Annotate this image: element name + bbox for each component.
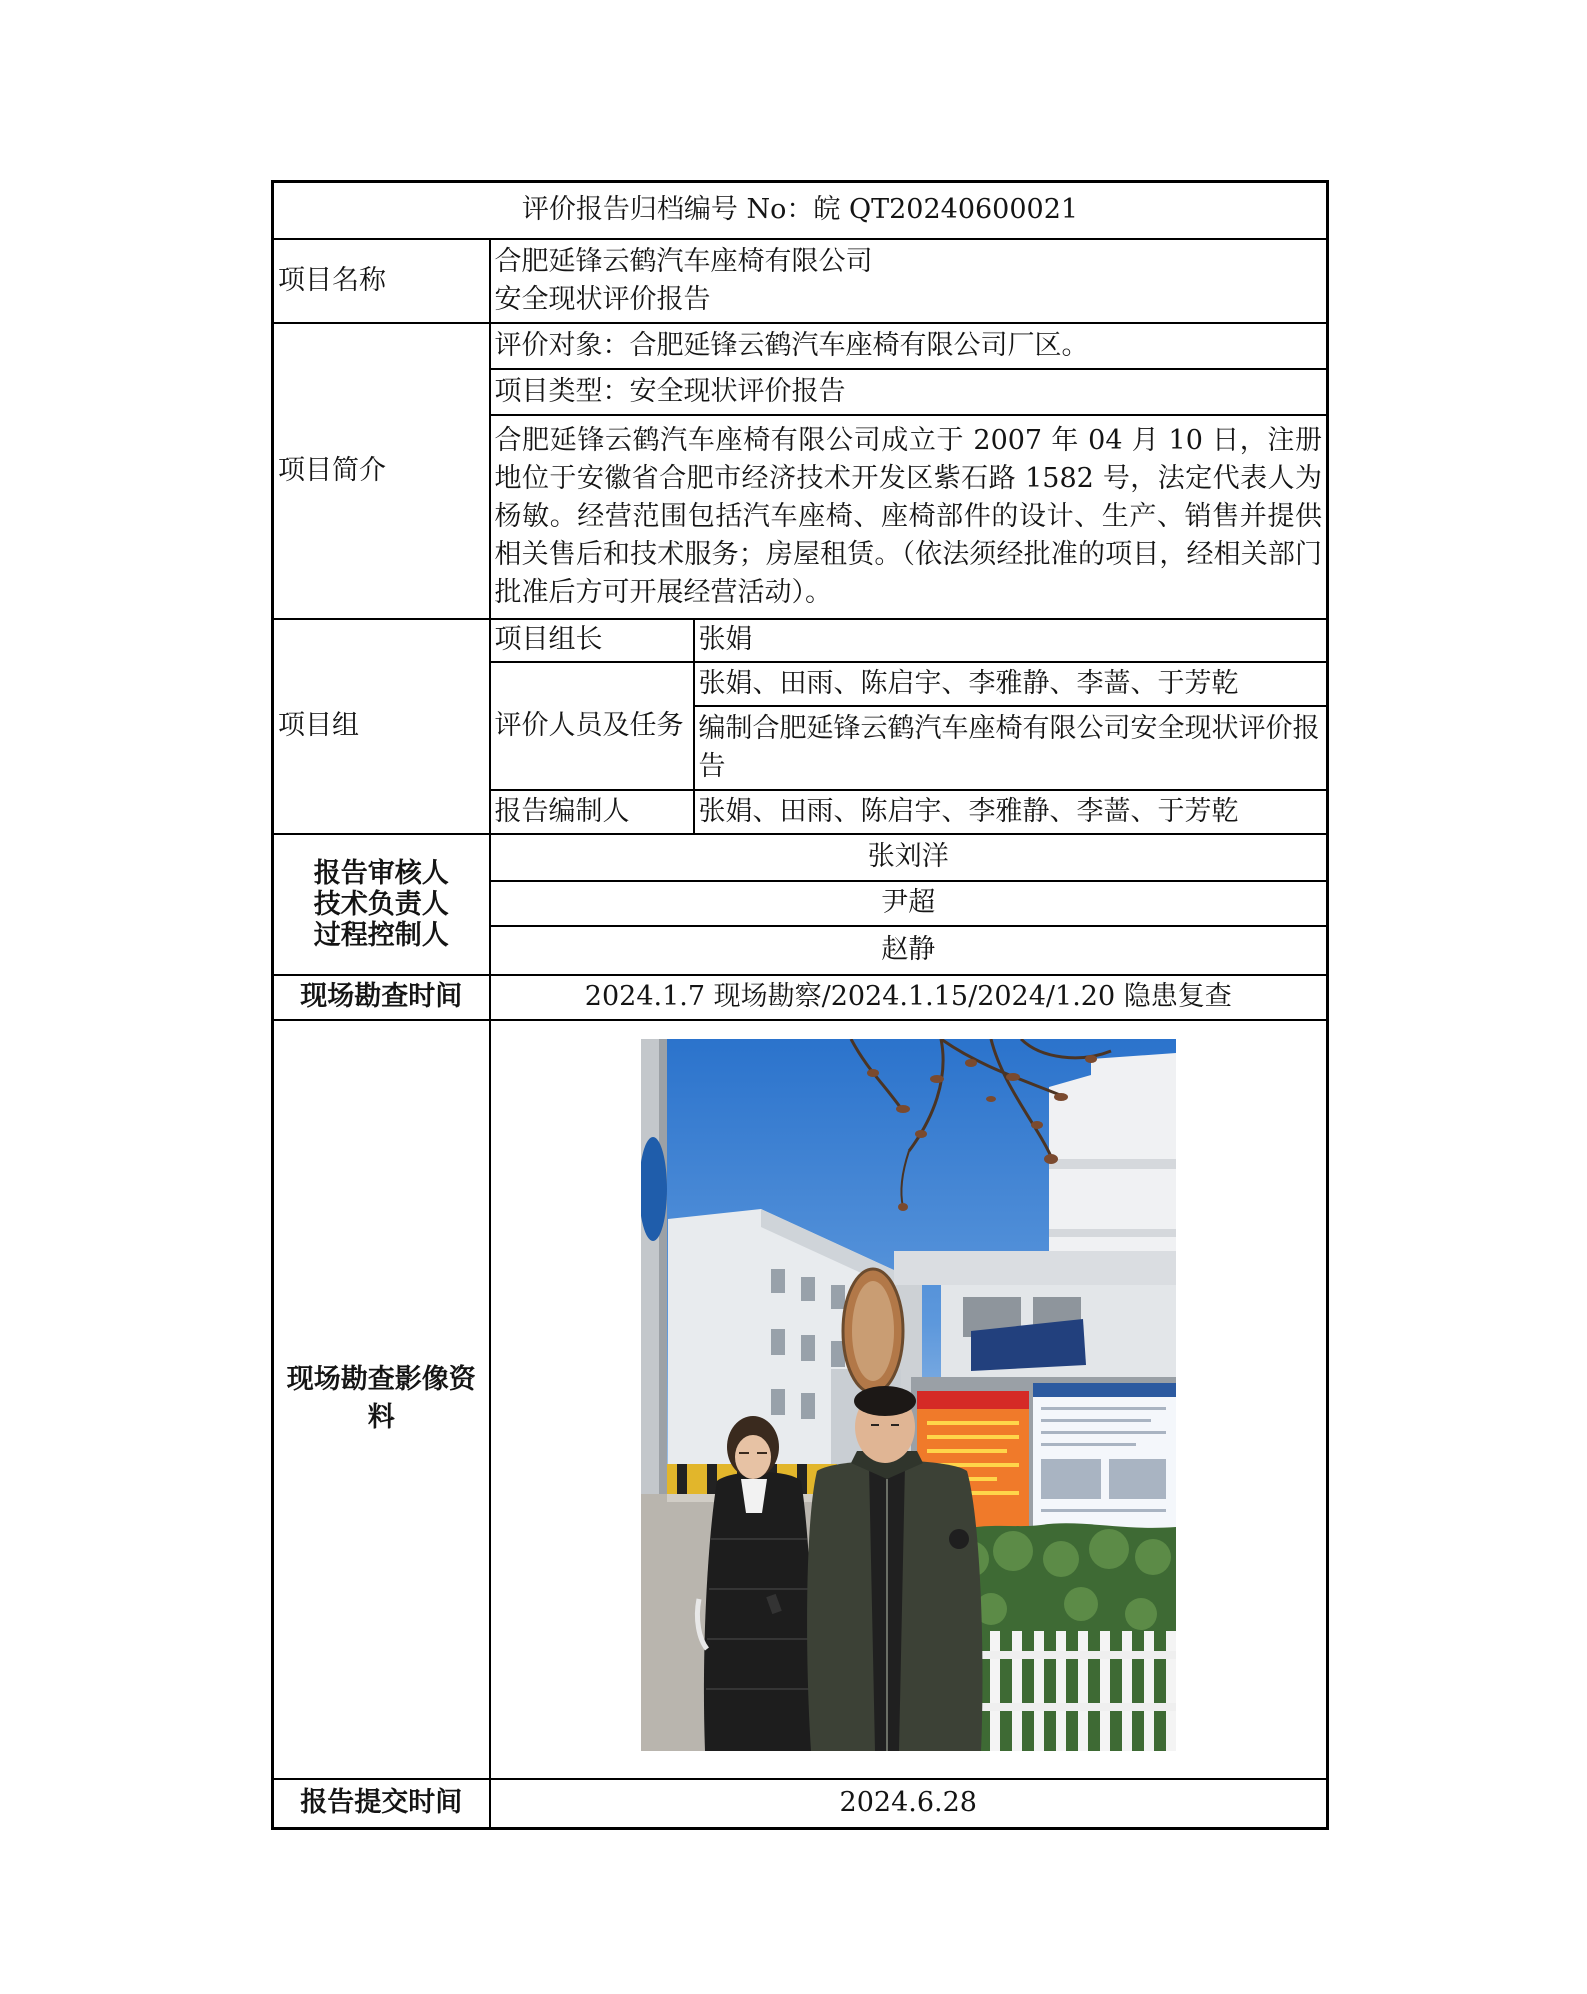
survey-photos-label: 现场勘查影像资料 [273,1020,490,1779]
process-controller-label: 过程控制人 [313,919,449,951]
evaluation-object: 评价对象：合肥延锋云鹤汽车座椅有限公司厂区。 [490,323,1328,369]
site-survey-photo [641,1039,1176,1751]
archive-number: 评价报告归档编号 No：皖 QT20240600021 [273,182,1328,239]
technical-lead-name: 尹超 [490,881,1328,926]
reviewer-labels [273,834,490,975]
project-intro-label: 项目简介 [273,323,490,619]
project-name-line-1: 合肥延锋云鹤汽车座椅有限公司 [494,245,873,277]
team-leader-value: 张娟 [694,619,1328,662]
survey-time-value: 2024.1.7 现场勘察/2024.1.15/2024/1.20 隐患复查 [490,975,1328,1020]
evaluators-task: 编制合肥延锋云鹤汽车座椅有限公司安全现状评价报告 [694,706,1328,790]
reviewer-name: 张刘洋 [490,834,1328,881]
project-team-label: 项目组 [273,619,490,834]
project-type: 项目类型：安全现状评价报告 [490,369,1328,415]
archive-form-table [271,180,1329,1830]
submit-time-label: 报告提交时间 [273,1779,490,1829]
project-name-label: 项目名称 [273,239,490,323]
project-name-value [490,239,1328,323]
evaluators-value: 张娟、田雨、陈启宇、李雅静、李蔷、于芳乾 [694,662,1328,706]
technical-lead-label: 技术负责人 [313,888,449,920]
project-name-line-2: 安全现状评价报告 [494,283,711,315]
evaluators-label: 评价人员及任务 [490,662,694,790]
compiler-value: 张娟、田雨、陈启宇、李雅静、李蔷、于芳乾 [694,790,1328,834]
project-description: 合肥延锋云鹤汽车座椅有限公司成立于 2007 年 04 月 10 日，注册地位于安徽省合肥市经济技术开发区紫石路 1582 号，法定代表人为杨敏。经营范围包括汽车座椅、座椅部件的设计、生产、销售并提供相关售后和技术服务；房屋租赁。（依法须经批准的项目，经相关部门批准后方可开展经营活动）。 [490,415,1328,619]
team-leader-label: 项目组长 [490,619,694,662]
compiler-label: 报告编制人 [490,790,694,834]
process-controller-name: 赵静 [490,926,1328,975]
survey-photo-cell [490,1020,1328,1779]
survey-time-label: 现场勘查时间 [273,975,490,1020]
submit-time-value: 2024.6.28 [490,1779,1328,1829]
reviewer-label: 报告审核人 [313,857,449,889]
